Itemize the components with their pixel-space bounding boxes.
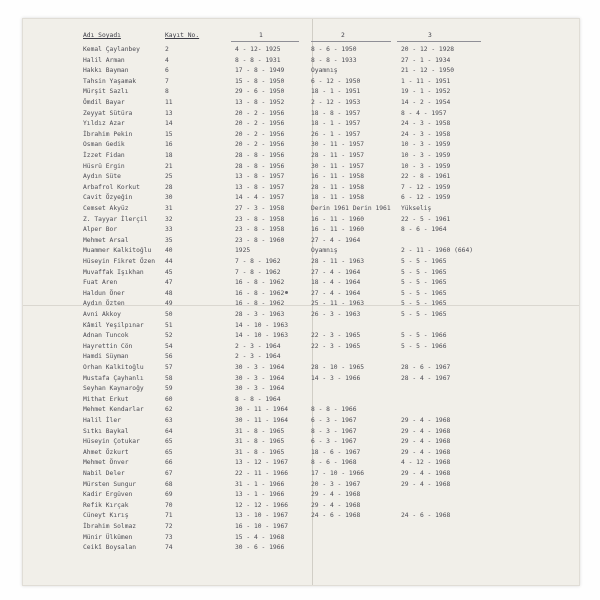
row-date-3: 7 - 12 - 1959: [401, 183, 451, 191]
table-row: [23, 543, 579, 553]
row-date-3: 19 - 1 - 1952: [401, 88, 451, 96]
row-no: 25: [165, 173, 173, 181]
row-date-2: 16 - 11 - 1960: [311, 226, 365, 234]
row-date-3: Yükseliş: [401, 205, 432, 212]
row-name: Mehmet Kendarlar: [83, 406, 144, 414]
row-no: 49: [165, 300, 173, 308]
row-date-2: 25 - 11 - 1963: [311, 300, 365, 308]
row-date-1: 13 - 8 - 1957: [235, 183, 285, 191]
row-name: Alper Bor: [83, 226, 118, 234]
row-date-1: 15 - 8 - 1950: [235, 77, 285, 85]
row-name: Refik Kırçak: [83, 501, 129, 509]
row-date-2: 8 - 3 - 1967: [311, 427, 357, 435]
row-date-2: Oyamnış: [311, 67, 338, 75]
header-rule-1: [231, 41, 299, 42]
row-date-2: 18 - 1 - 1951: [311, 88, 361, 96]
row-date-3: 10 - 3 - 1959: [401, 162, 451, 170]
row-date-2: 8 - 6 - 1950: [311, 46, 357, 53]
row-name: Cüneyt Kırış: [83, 512, 129, 520]
row-date-2: 18 - 4 - 1964: [311, 279, 361, 287]
table-row: [23, 109, 579, 119]
row-date-3: 2 - 11 - 1960 (664): [401, 247, 474, 255]
row-no: 51: [165, 321, 173, 329]
table-row: [23, 172, 579, 182]
row-date-1: 13 - 10 - 1967: [235, 512, 289, 520]
row-name: Yıldız Azar: [83, 120, 125, 128]
row-date-1: 8 - 8 - 1931: [235, 56, 281, 64]
row-name: Ömdil Bayar: [83, 99, 125, 106]
row-date-2: 28 - 11 - 1958: [311, 183, 365, 191]
row-date-3: 8 - 4 - 1957: [401, 109, 447, 117]
row-date-3: 5 - 5 - 1965: [401, 268, 447, 276]
table-row: [23, 395, 579, 405]
row-date-2: 27 - 4 - 1964: [311, 289, 361, 297]
row-date-3: 5 - 5 - 1965: [401, 289, 447, 297]
row-date-1: 13 - 8 - 1952: [235, 99, 285, 106]
table-row: [23, 342, 579, 352]
row-no: 13: [165, 109, 173, 117]
row-name: Halil İler: [83, 417, 121, 424]
row-no: 11: [165, 99, 173, 106]
row-date-2: 28 - 11 - 1957: [311, 152, 365, 159]
row-name: Muvaffak Işıkhan: [83, 268, 144, 276]
row-date-1: 16 - 8 - 1962: [235, 279, 285, 287]
row-date-2: 18 - 11 - 1958: [311, 194, 365, 202]
row-name: Adnan Tuncok: [83, 332, 129, 340]
row-date-2: 29 - 4 - 1968: [311, 501, 361, 509]
row-name: Zeyyat Sütüra: [83, 109, 133, 117]
row-date-2: 6 - 12 - 1950: [311, 77, 361, 85]
row-date-1: 16 - 10 - 1967: [235, 523, 289, 530]
row-date-2: 8 - 8 - 1933: [311, 56, 357, 64]
table-row: [23, 416, 579, 426]
row-date-3: 24 - 3 - 1958: [401, 130, 451, 138]
row-name: Avni Akkoy: [83, 311, 121, 318]
row-date-1: 23 - 8 - 1958: [235, 215, 285, 223]
row-name: Orhan Kalkitoğlu: [83, 364, 144, 371]
row-no: 30: [165, 194, 173, 202]
table-row: [23, 469, 579, 479]
row-date-1: 31 - 1 - 1966: [235, 480, 285, 488]
table-row: [23, 151, 579, 161]
row-no: 31: [165, 205, 173, 212]
row-date-3: 22 - 8 - 1961: [401, 173, 451, 181]
row-no: 54: [165, 342, 173, 350]
row-date-1: 29 - 6 - 1950: [235, 88, 285, 96]
row-name: Hakkı Bayman: [83, 67, 129, 75]
row-date-3: 24 - 3 - 1958: [401, 120, 451, 128]
table-row: [23, 87, 579, 97]
row-date-3: 10 - 3 - 1959: [401, 141, 451, 149]
row-no: 63: [165, 417, 173, 424]
row-date-1: 28 - 3 - 1963: [235, 311, 285, 318]
row-no: 21: [165, 162, 173, 170]
row-date-3: 5 - 5 - 1966: [401, 332, 447, 340]
row-date-3: 22 - 5 - 1961: [401, 215, 451, 223]
table-row: [23, 215, 579, 225]
row-name: Cavit Özyeğin: [83, 194, 133, 202]
row-name: Cemset Akyüz: [83, 205, 129, 212]
table-row: [23, 278, 579, 288]
table-row: [23, 427, 579, 437]
row-date-1: 30 - 11 - 1964: [235, 406, 289, 414]
table-row: [23, 56, 579, 66]
header-no: Kayıt No.: [165, 32, 200, 39]
row-date-1: 7 - 8 - 1962: [235, 258, 281, 265]
row-date-2: 14 - 3 - 1966: [311, 374, 361, 382]
row-no: 50: [165, 311, 173, 318]
row-date-1: 20 - 2 - 1956: [235, 130, 285, 138]
header-rule-3: [397, 41, 481, 42]
row-date-2: 20 - 3 - 1967: [311, 480, 361, 488]
row-no: 14: [165, 120, 173, 128]
header-col-2: 2: [341, 32, 345, 39]
table-row: [23, 183, 579, 193]
row-no: 65: [165, 448, 173, 456]
row-name: İbrahim Pekin: [83, 130, 133, 138]
row-no: 57: [165, 364, 173, 371]
row-name: Tahsin Yaşamak: [83, 77, 137, 85]
row-name: Mürsten Sungur: [83, 480, 137, 488]
table-header: [23, 31, 579, 41]
row-name: Fuat Aren: [83, 279, 118, 287]
row-date-2: 27 - 4 - 1964: [311, 236, 361, 244]
row-date-2: 18 - 6 - 1967: [311, 448, 361, 456]
row-date-1: 30 - 3 - 1964: [235, 385, 285, 393]
row-name: İzzet Fidan: [83, 152, 125, 159]
row-no: 56: [165, 353, 173, 361]
row-date-2: 17 - 10 - 1966: [311, 470, 365, 477]
row-date-1: 14 - 10 - 1963: [235, 332, 289, 340]
row-date-1: 27 - 3 - 1958: [235, 205, 285, 212]
table-row: [23, 268, 579, 278]
row-no: 64: [165, 427, 173, 435]
row-date-1: 20 - 2 - 1956: [235, 109, 285, 117]
table-row: [23, 352, 579, 362]
row-date-3: 5 - 5 - 1965: [401, 279, 447, 287]
row-date-2: 22 - 3 - 1965: [311, 332, 361, 340]
row-date-3: 5 - 5 - 1965: [401, 311, 447, 318]
row-date-1: 30 - 11 - 1964: [235, 417, 289, 424]
row-name: İbrahim Solmaz: [83, 523, 137, 530]
table-row: [23, 289, 579, 299]
table-row: [23, 130, 579, 140]
row-date-2: 26 - 1 - 1957: [311, 130, 361, 138]
row-no: 8: [165, 88, 169, 96]
table-row: [23, 374, 579, 384]
row-date-2: 30 - 11 - 1957: [311, 162, 365, 170]
row-no: 6: [165, 67, 169, 75]
row-date-2: 6 - 3 - 1967: [311, 438, 357, 446]
row-name: Sıtkı Baykal: [83, 427, 129, 435]
row-name: Hüseyin Fikret Özen: [83, 258, 156, 265]
row-date-3: 5 - 5 - 1966: [401, 342, 447, 350]
row-name: Ahmet Özkurt: [83, 448, 129, 456]
row-no: 44: [165, 258, 173, 265]
row-name: Z. Tayyar İlerçil: [83, 215, 148, 223]
row-no: 59: [165, 385, 173, 393]
table-row: [23, 119, 579, 129]
row-date-1: 30 - 3 - 1964: [235, 364, 285, 371]
row-name: Kemal Çaylanbey: [83, 46, 140, 53]
row-no: 72: [165, 523, 173, 530]
row-date-1: 22 - 11 - 1966: [235, 470, 289, 477]
row-no: 74: [165, 544, 173, 552]
row-date-3: 20 - 12 - 1928: [401, 46, 455, 53]
row-date-2: 27 - 4 - 1964: [311, 268, 361, 276]
row-date-1: 30 - 6 - 1966: [235, 544, 285, 552]
row-name: Hamdi Süyman: [83, 353, 129, 361]
row-date-2: 28 - 11 - 1963: [311, 258, 365, 265]
table-row: [23, 321, 579, 331]
header-col-1: 1: [259, 32, 263, 39]
row-date-1: 2 - 3 - 1964: [235, 342, 281, 350]
table-row: [23, 363, 579, 373]
row-date-3: 29 - 4 - 1968: [401, 438, 451, 446]
row-no: 33: [165, 226, 173, 234]
row-date-1: 23 - 8 - 1960: [235, 236, 285, 244]
row-name: Aydın Özten: [83, 300, 125, 308]
row-no: 52: [165, 332, 173, 340]
table-row: [23, 193, 579, 203]
row-name: Mürşit Sazlı: [83, 88, 129, 96]
row-name: Arbafrol Korkut: [83, 183, 140, 191]
table-row: [23, 522, 579, 532]
row-date-3: 10 - 3 - 1959: [401, 152, 451, 159]
row-date-3: 5 - 5 - 1965: [401, 300, 447, 308]
row-date-3: 29 - 4 - 1968: [401, 417, 451, 424]
row-date-1: 4 - 12- 1925: [235, 46, 281, 53]
row-date-1: 30 - 3 - 1964: [235, 374, 285, 382]
table-row: [23, 225, 579, 235]
row-no: 45: [165, 268, 173, 276]
row-name: Haldun Öner: [83, 289, 125, 297]
row-date-3: 27 - 1 - 1934: [401, 56, 451, 64]
row-date-3: 29 - 4 - 1968: [401, 480, 451, 488]
table-row: [23, 77, 579, 87]
row-date-1: 13 - 8 - 1957: [235, 173, 285, 181]
row-date-2: Derin 1961 Derin 1961: [311, 205, 391, 212]
row-no: 40: [165, 247, 173, 255]
row-date-3: 29 - 4 - 1968: [401, 427, 451, 435]
header-col-3: 3: [428, 32, 432, 39]
row-name: Osman Gedik: [83, 141, 125, 149]
row-date-3: 6 - 12 - 1959: [401, 194, 451, 202]
row-date-1: 1925: [235, 247, 251, 255]
document-page: [22, 18, 580, 586]
row-no: 7: [165, 77, 169, 85]
row-name: Mehmet Arsal: [83, 236, 129, 244]
row-name: Kadir Ergüven: [83, 491, 133, 499]
row-date-2: 24 - 6 - 1968: [311, 512, 361, 520]
row-no: 48: [165, 289, 173, 297]
row-date-2: 22 - 3 - 1965: [311, 342, 361, 350]
row-date-2: 16 - 11 - 1958: [311, 173, 365, 181]
row-date-2: 28 - 10 - 1965: [311, 364, 365, 371]
row-date-1: 7 - 8 - 1962: [235, 268, 281, 276]
row-no: 18: [165, 152, 173, 159]
row-name: Kâmil Yeşilpınar: [83, 321, 144, 329]
row-date-2: Oyamnış: [311, 247, 338, 255]
table-row: [23, 384, 579, 394]
row-no: 2: [165, 46, 169, 53]
table-row: [23, 533, 579, 543]
row-no: 62: [165, 406, 173, 414]
row-date-2: 30 - 11 - 1957: [311, 141, 365, 149]
row-no: 15: [165, 130, 173, 138]
row-date-2: 26 - 3 - 1963: [311, 311, 361, 318]
table-row: [23, 511, 579, 521]
row-name: Hayrettin Cön: [83, 342, 133, 350]
row-name: Hüseyin Çotukar: [83, 438, 140, 446]
row-date-1: 16 - 8 - 1962: [235, 300, 285, 308]
row-no: 71: [165, 512, 173, 520]
table-row: [23, 45, 579, 55]
table-row: [23, 204, 579, 214]
row-no: 47: [165, 279, 173, 287]
row-name: Münir Ülkümen: [83, 533, 133, 541]
table-row: [23, 331, 579, 341]
header-name: Adı Soyadı: [83, 32, 121, 39]
row-no: 67: [165, 470, 173, 477]
row-name: Halil Arman: [83, 56, 125, 64]
row-no: 58: [165, 374, 173, 382]
table-row: [23, 98, 579, 108]
row-no: 32: [165, 215, 173, 223]
row-date-2: 6 - 3 - 1967: [311, 417, 357, 424]
row-name: Mustafa Çayhanlı: [83, 374, 144, 382]
roster-sheet: [23, 19, 579, 585]
table-row: [23, 66, 579, 76]
table-row: [23, 458, 579, 468]
row-no: 35: [165, 236, 173, 244]
row-date-1: 8 - 8 - 1964: [235, 395, 281, 403]
row-date-2: 16 - 11 - 1960: [311, 215, 365, 223]
row-date-3: 8 - 6 - 1964: [401, 226, 447, 234]
row-date-3: 28 - 4 - 1967: [401, 374, 451, 382]
row-date-1: 28 - 8 - 1956: [235, 162, 285, 170]
row-name: Aydın Süte: [83, 173, 121, 181]
row-date-2: 8 - 6 - 1968: [311, 459, 357, 467]
table-row: [23, 299, 579, 309]
row-no: 68: [165, 480, 173, 488]
table-row: [23, 310, 579, 320]
row-date-3: 24 - 6 - 1968: [401, 512, 451, 520]
row-date-3: 4 - 12 - 1968: [401, 459, 451, 467]
row-date-1: 14 - 4 - 1957: [235, 194, 285, 202]
row-date-1: 13 - 1 - 1966: [235, 491, 285, 499]
row-name: Hüsrü Ergin: [83, 162, 125, 170]
row-no: 69: [165, 491, 173, 499]
row-date-3: 14 - 2 - 1954: [401, 99, 451, 106]
row-date-2: 8 - 8 - 1966: [311, 406, 357, 414]
row-date-3: 29 - 4 - 1968: [401, 470, 451, 477]
row-name: Muammer Kalkitoğlu: [83, 247, 152, 255]
row-no: 73: [165, 533, 173, 541]
row-date-1: 28 - 8 - 1956: [235, 152, 285, 159]
row-no: 65: [165, 438, 173, 446]
row-no: 60: [165, 395, 173, 403]
table-row: [23, 257, 579, 267]
row-date-3: 21 - 12 - 1950: [401, 67, 455, 75]
row-no: 66: [165, 459, 173, 467]
table-row: [23, 490, 579, 500]
table-row: [23, 480, 579, 490]
row-name: Mehmet Önver: [83, 459, 129, 467]
row-date-1: 13 - 12 - 1967: [235, 459, 289, 467]
header-rule-2: [311, 41, 391, 42]
row-date-3: 28 - 6 - 1967: [401, 364, 451, 371]
row-name: Ceikî Boysalan: [83, 544, 137, 552]
row-date-1: 17 - 8 - 1949: [235, 67, 285, 75]
row-date-1: 23 - 8 - 1958: [235, 226, 285, 234]
table-row: [23, 246, 579, 256]
table-row: [23, 405, 579, 415]
row-date-1: 16 - 8 - 1962: [235, 289, 285, 297]
row-date-1: 20 - 2 - 1956: [235, 141, 285, 149]
row-date-3: 1 - 11 - 1951: [401, 77, 451, 85]
row-no: 70: [165, 501, 173, 509]
row-date-1: 14 - 10 - 1963: [235, 321, 289, 329]
row-name: Mithat Erkut: [83, 395, 129, 403]
row-no: 16: [165, 141, 173, 149]
table-row: [23, 437, 579, 447]
table-row: [23, 162, 579, 172]
row-date-1: 15 - 4 - 1968: [235, 533, 285, 541]
row-date-2: 18 - 8 - 1957: [311, 109, 361, 117]
row-date-1: 31 - 8 - 1965: [235, 438, 285, 446]
row-date-1: 2 - 3 - 1964: [235, 353, 281, 361]
row-name: Seyhan Kaynaroğy: [83, 385, 144, 393]
row-date-2: 18 - 1 - 1957: [311, 120, 361, 128]
row-date-1: 20 - 2 - 1956: [235, 120, 285, 128]
table-row: [23, 140, 579, 150]
row-date-3: 5 - 5 - 1965: [401, 258, 447, 265]
row-date-1: 31 - 8 - 1965: [235, 427, 285, 435]
table-row: [23, 236, 579, 246]
row-no: 4: [165, 56, 169, 64]
row-date-2: 2 - 12 - 1953: [311, 99, 361, 106]
row-date-1: 31 - 8 - 1965: [235, 448, 285, 456]
row-date-3: 29 - 4 - 1968: [401, 448, 451, 456]
row-no: 28: [165, 183, 173, 191]
row-date-2: 29 - 4 - 1968: [311, 491, 361, 499]
table-row: [23, 448, 579, 458]
table-row: [23, 501, 579, 511]
row-name: Nabil Deler: [83, 470, 125, 477]
row-date-1: 12 - 12 - 1966: [235, 501, 289, 509]
